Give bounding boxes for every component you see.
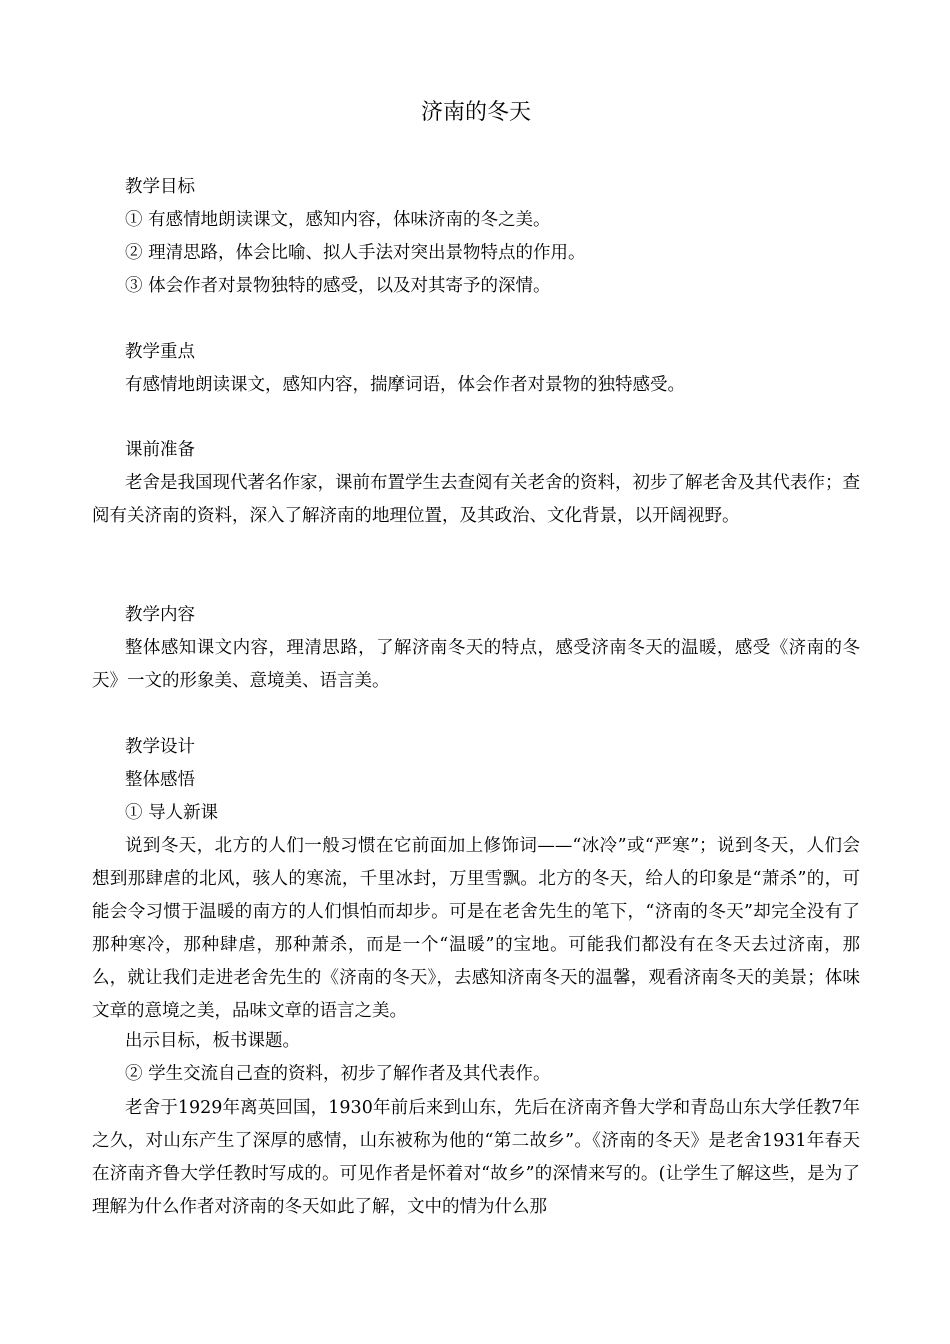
design-subheading: 整体感悟 <box>125 770 195 790</box>
show-goals-text: 出示目标，板书课题。 <box>125 1031 300 1051</box>
focus-heading: 教学重点 <box>125 342 195 362</box>
content-text: 整体感知课文内容，理清思路，了解济南冬天的特点，感受济南冬天的温暖，感受《济南的冬天》一文的形象美、意境美、语言美。 <box>92 638 860 691</box>
prep-heading: 课前准备 <box>125 440 195 460</box>
content-heading: 教学内容 <box>125 605 195 625</box>
document-title: 济南的冬天 <box>420 100 531 125</box>
step-1-label: ① 导人新课 <box>125 803 219 823</box>
goal-item-1: ① 有感情地朗读课文，感知内容，体味济南的冬之美。 <box>125 210 551 230</box>
goals-heading: 教学目标 <box>125 177 195 197</box>
author-bio-paragraph: 老舍于1929年离英回国，1930年前后来到山东，先后在济南齐鲁大学和青岛山东大学任教7年之久，对山东产生了深厚的感情，山东被称为他的“第二故乡”。《济南的冬天》是老舍1931年春天在济南齐鲁大学任教时写成的。可见作者是怀着对“故乡”的深情来写的。(让学生了解这些，是为了理解为什么作者对济南的冬天如此了解，文中的情为什么那 <box>92 1098 860 1217</box>
goal-item-3: ③ 体会作者对景物独特的感受，以及对其寄予的深情。 <box>125 276 551 296</box>
prep-text: 老舍是我国现代著名作家，课前布置学生去查阅有关老舍的资料，初步了解老舍及其代表作；查阅有关济南的资料，深入了解济南的地理位置，及其政治、文化背景，以开阔视野。 <box>92 473 860 526</box>
design-heading: 教学设计 <box>125 737 195 757</box>
focus-text: 有感情地朗读课文，感知内容，揣摩词语，体会作者对景物的独特感受。 <box>125 375 685 395</box>
step-2-label: ② 学生交流自己查的资料，初步了解作者及其代表作。 <box>125 1064 551 1084</box>
goal-item-2: ② 理清思路，体会比喻、拟人手法对突出景物特点的作用。 <box>125 243 586 263</box>
intro-paragraph: 说到冬天，北方的人们一般习惯在它前面加上修饰词——“冰冷”或“严寒”；说到冬天，人们会想到那肆虐的北风，骇人的寒流，千里冰封，万里雪飘。北方的冬天，给人的印象是“萧杀”的，可能会令习惯于温暖的南方的人们惧怕而却步。可是在老舍先生的笔下，“济南的冬天”却完全没有了那种寒冷，那种肆虐，那种萧杀，而是一个“温暖”的宝地。可能我们都没有在冬天去过济南，那么，就让我们走进老舍先生的《济南的冬天》，去感知济南冬天的温馨，观看济南冬天的美景；体味文章的意境之美，品味文章的语言之美。 <box>92 836 860 1021</box>
